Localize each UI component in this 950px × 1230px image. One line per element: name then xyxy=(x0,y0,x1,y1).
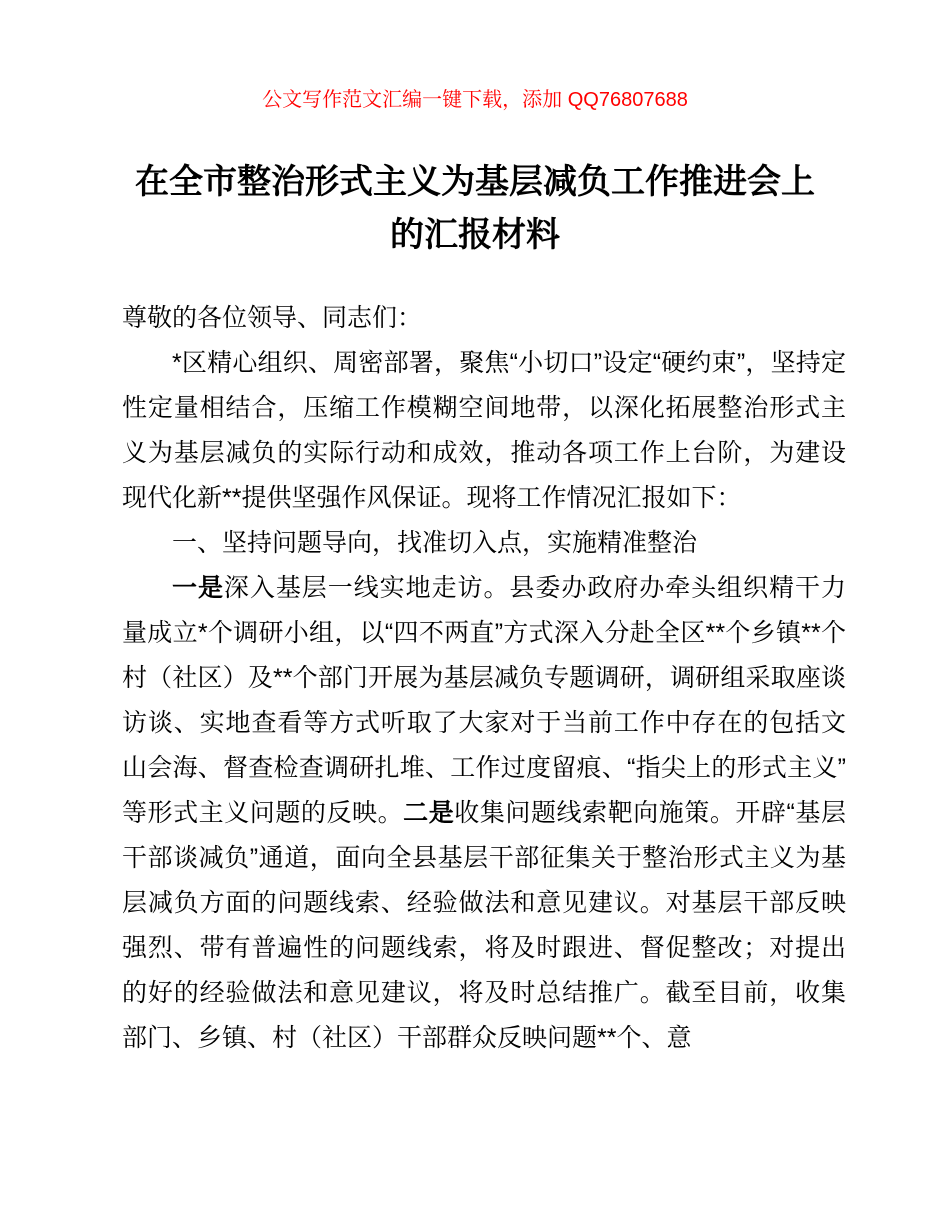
title-line-2: 的汇报材料 xyxy=(390,216,560,254)
document-title xyxy=(0,156,950,262)
text-segment: *区精心组织、周密部署，聚焦“小切口”设定“硬约束”，坚持定性定量相结合，压缩工作模糊空间地带，以深化拓展整治形式主义为基层减负的实际行动和成效，推动各项工作上台阶，为建设现代化新**提供坚强作风保证。现将工作情况汇报如下： xyxy=(122,349,846,512)
paragraph xyxy=(122,566,846,1061)
paragraph xyxy=(122,296,846,341)
paragraph xyxy=(122,521,846,566)
paragraph xyxy=(122,341,846,521)
promo-banner: 公文写作范文汇编一键下载，添加 QQ76807688 xyxy=(262,89,688,111)
text-segment: 尊敬的各位领导、同志们： xyxy=(122,304,423,332)
document-body xyxy=(122,296,846,1061)
title-line-1: 在全市整治形式主义为基层减负工作推进会上 xyxy=(135,163,815,201)
bold-text-segment: 二是 xyxy=(403,799,455,827)
text-segment: 收集问题线索靶向施策。开辟“基层干部谈减负”通道，面向全县基层干部征集关于整治形式主义为基层减负方面的问题线索、经验做法和意见建议。对基层干部反映强烈、带有普遍性的问题线索，将及时跟进、督促整改；对提出的好的经验做法和意见建议，将及时总结推广。截至目前，收集部门、乡镇、村（社区）干部群众反映问题**个、意 xyxy=(122,799,846,1052)
bold-text-segment: 一是 xyxy=(172,574,224,602)
text-segment: 深入基层一线实地走访。县委办政府办牵头组织精干力量成立*个调研小组，以“四不两直”方式深入分赴全区**个乡镇**个村（社区）及**个部门开展为基层减负专题调研，调研组采取座谈访谈、实地查看等方式听取了大家对于当前工作中存在的包括文山会海、督查检查调研扎堆、工作过度留痕、“指尖上的形式主义”等形式主义问题的反映。 xyxy=(122,574,846,827)
text-segment: 一、坚持问题导向，找准切入点，实施精准整治 xyxy=(172,529,698,557)
